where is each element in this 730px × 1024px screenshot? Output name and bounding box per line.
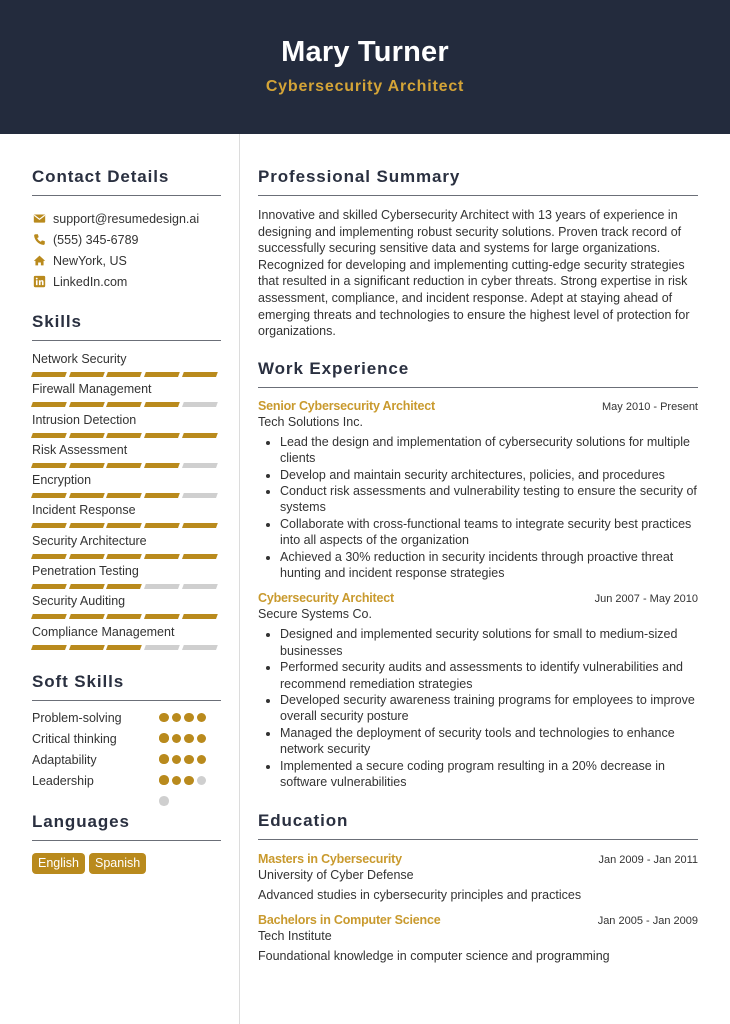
contact-email[interactable] — [32, 208, 221, 229]
skill-item — [32, 413, 221, 443]
rating-segment — [107, 584, 143, 589]
home-icon — [32, 254, 46, 268]
sidebar — [32, 134, 221, 874]
rating-segment — [182, 433, 218, 438]
skill-rating-bar — [32, 433, 221, 438]
skill-item — [32, 382, 221, 412]
rating-segment — [144, 584, 180, 589]
summary-text: Innovative and skilled Cybersecurity Architect with 13 years of experience in designing and implementing robust security solutions. Proven track record of successfully securing sensitive data and systems for large organizations. Recognized for developing and implementing cutting-edge security strategies that resulted in a significant reduction in cyber threats. Strong expertise in risk assessment, compliance, and incident response. Adept at staying ahead of emerging threats and technologies to ensure the highest level of protection for organizations. — [258, 208, 690, 339]
contact-section — [32, 167, 221, 292]
job-title: Senior Cybersecurity Architect — [258, 398, 435, 413]
rating-segment — [31, 463, 67, 468]
rating-segment — [107, 433, 143, 438]
languages-section — [32, 812, 221, 874]
skill-label: Risk Assessment — [32, 442, 128, 457]
candidate-title: Cybersecurity Architect — [265, 78, 465, 95]
rating-dot — [184, 776, 194, 786]
soft-skill-label: Problem-solving — [32, 710, 122, 725]
phone-icon — [32, 233, 46, 247]
skill-item — [32, 352, 221, 382]
rating-segment — [144, 493, 180, 498]
skill-rating-bar — [32, 645, 221, 650]
skill-rating-bar — [32, 554, 221, 559]
rating-segment — [31, 614, 67, 619]
job-company: Secure Systems Co. — [258, 607, 372, 622]
rating-dot — [159, 734, 169, 744]
skill-rating-bar — [32, 614, 221, 619]
rating-segment — [107, 402, 143, 407]
skill-rating-bar — [32, 523, 221, 528]
rating-segment — [69, 402, 105, 407]
rating-segment — [182, 402, 218, 407]
skill-item — [32, 443, 221, 473]
soft-skill-label: Adaptability — [32, 752, 97, 767]
job-bullet: • Managed the deployment of security tools and technologies to enhance network security — [280, 725, 698, 758]
languages-heading: Languages — [32, 812, 221, 841]
education-dates: Jan 2009 - Jan 2011 — [598, 854, 698, 867]
rating-dot — [197, 755, 207, 765]
rating-segment — [31, 584, 67, 589]
soft-skill-item — [32, 774, 221, 795]
skill-label: Security Auditing — [32, 594, 126, 609]
rating-segment — [182, 372, 218, 377]
rating-segment — [69, 433, 105, 438]
soft-skill-label: Critical thinking — [32, 731, 117, 746]
column-divider — [239, 134, 240, 1024]
rating-dot — [197, 734, 207, 744]
rating-dot — [184, 713, 194, 723]
job-bullet: • Collaborate with cross-functional teams to integrate security best practices into all aspects of the organization — [280, 516, 698, 549]
rating-dot — [184, 755, 194, 765]
resume-header — [0, 0, 730, 134]
education-entry — [258, 852, 698, 902]
rating-dot — [197, 776, 207, 786]
soft-skills-list — [32, 711, 221, 795]
degree-title: Masters in Cybersecurity — [258, 852, 402, 867]
job-bullet: • Implemented a secure coding program resulting in a 20% decrease in software vulnerabilities — [280, 758, 698, 791]
skill-label: Intrusion Detection — [32, 412, 137, 427]
job-entry — [258, 399, 698, 582]
language-tag: English — [32, 853, 85, 874]
soft-skill-item — [32, 753, 221, 774]
rating-segment — [107, 372, 143, 377]
rating-dot — [172, 713, 182, 723]
job-bullets — [258, 434, 698, 582]
rating-segment — [144, 554, 180, 559]
summary-heading: Professional Summary — [258, 167, 698, 196]
rating-segment — [107, 614, 143, 619]
rating-segment — [107, 645, 143, 650]
rating-segment — [69, 463, 105, 468]
skill-label: Encryption — [32, 473, 92, 488]
job-bullet: • Designed and implemented security solutions for small to medium-sized businesses — [280, 626, 698, 659]
experience-section — [258, 359, 698, 791]
soft-skill-item — [32, 711, 221, 732]
rating-dot — [172, 776, 182, 786]
school-name: University of Cyber Defense — [258, 868, 414, 883]
skills-section — [32, 312, 221, 655]
rating-segment — [144, 372, 180, 377]
rating-segment — [31, 554, 67, 559]
rating-dot — [172, 755, 182, 765]
soft-skill-label: Leadership — [32, 773, 94, 788]
rating-segment — [144, 614, 180, 619]
rating-dot — [159, 755, 169, 765]
job-bullets — [258, 626, 698, 790]
rating-segment — [69, 584, 105, 589]
school-name: Tech Institute — [258, 929, 332, 944]
language-tag: Spanish — [89, 853, 146, 874]
contact-location — [32, 250, 221, 271]
skill-item — [32, 534, 221, 564]
contact-phone-text: (555) 345-6789 — [53, 232, 139, 247]
job-title: Cybersecurity Architect — [258, 591, 394, 606]
skill-item — [32, 503, 221, 533]
rating-dot — [184, 734, 194, 744]
skill-label: Compliance Management — [32, 624, 175, 639]
rating-segment — [69, 523, 105, 528]
candidate-name: Mary Turner — [281, 36, 449, 68]
rating-segment — [69, 493, 105, 498]
job-dates: May 2010 - Present — [602, 400, 698, 413]
rating-dot — [159, 796, 169, 806]
rating-segment — [69, 614, 105, 619]
rating-dot — [172, 734, 182, 744]
rating-segment — [69, 554, 105, 559]
contact-list — [32, 208, 221, 292]
rating-segment — [107, 493, 143, 498]
rating-segment — [182, 554, 218, 559]
rating-segment — [69, 645, 105, 650]
job-bullet: • Achieved a 30% reduction in security incidents through proactive threat hunting and incident response strategies — [280, 549, 698, 582]
rating-segment — [31, 372, 67, 377]
rating-segment — [182, 584, 218, 589]
skill-rating-bar — [32, 493, 221, 498]
skill-item — [32, 473, 221, 503]
rating-segment — [31, 493, 67, 498]
experience-heading: Work Experience — [258, 359, 698, 388]
rating-segment — [107, 523, 143, 528]
skills-list — [32, 352, 221, 655]
job-bullet: • Lead the design and implementation of cybersecurity solutions for multiple clients — [280, 434, 698, 467]
languages-list — [32, 853, 221, 874]
skill-label: Penetration Testing — [32, 564, 139, 579]
rating-segment — [69, 372, 105, 377]
skill-label: Security Architecture — [32, 533, 147, 548]
rating-segment — [31, 433, 67, 438]
skill-rating-bar — [32, 372, 221, 377]
rating-dot — [159, 713, 169, 723]
education-description: Advanced studies in cybersecurity principles and practices — [258, 888, 582, 903]
skill-item — [32, 594, 221, 624]
job-entry — [258, 591, 698, 790]
skill-item — [32, 625, 221, 655]
contact-linkedin-text: LinkedIn.com — [53, 274, 128, 289]
rating-segment — [107, 463, 143, 468]
summary-section — [258, 167, 698, 340]
education-dates: Jan 2005 - Jan 2009 — [597, 915, 698, 928]
soft-skill-item — [32, 732, 221, 753]
skills-heading: Skills — [32, 312, 221, 341]
skill-label: Firewall Management — [32, 382, 152, 397]
contact-linkedin[interactable] — [32, 271, 221, 292]
job-dates: Jun 2007 - May 2010 — [594, 593, 698, 606]
rating-segment — [182, 523, 218, 528]
rating-segment — [31, 645, 67, 650]
linkedin-icon — [32, 275, 46, 289]
skill-item — [32, 564, 221, 594]
rating-segment — [144, 433, 180, 438]
education-section — [258, 811, 698, 963]
rating-dot — [197, 713, 207, 723]
job-company: Tech Solutions Inc. — [258, 414, 363, 429]
rating-segment — [182, 493, 218, 498]
rating-segment — [182, 645, 218, 650]
rating-segment — [144, 402, 180, 407]
rating-segment — [182, 463, 218, 468]
job-bullet: • Performed security audits and assessments to identify vulnerabilities and recommend remediation strategies — [280, 659, 698, 692]
rating-segment — [144, 523, 180, 528]
education-heading: Education — [258, 811, 698, 840]
rating-segment — [144, 463, 180, 468]
degree-title: Bachelors in Computer Science — [258, 913, 441, 928]
skill-rating-bar — [32, 584, 221, 589]
soft-skills-heading: Soft Skills — [32, 672, 221, 701]
skill-label: Network Security — [32, 352, 127, 366]
rating-segment — [31, 523, 67, 528]
job-bullet: • Conduct risk assessments and vulnerability testing to ensure the security of systems — [280, 483, 698, 516]
education-description: Foundational knowledge in computer science and programming — [258, 949, 610, 964]
contact-phone[interactable] — [32, 229, 221, 250]
skill-rating-bar — [32, 463, 221, 468]
education-entry — [258, 913, 698, 963]
rating-dot — [159, 776, 169, 786]
rating-segment — [144, 645, 180, 650]
contact-email-text: support@resumedesign.ai — [53, 211, 200, 226]
job-bullet: • Develop and maintain security architectures, policies, and procedures — [280, 467, 698, 483]
envelope-icon — [32, 212, 46, 226]
soft-skills-section — [32, 672, 221, 795]
rating-segment — [31, 402, 67, 407]
skill-label: Incident Response — [32, 503, 136, 518]
soft-skill-rating-dots — [159, 776, 209, 817]
rating-segment — [182, 614, 218, 619]
rating-segment — [107, 554, 143, 559]
contact-heading: Contact Details — [32, 167, 221, 196]
main-content — [258, 134, 698, 963]
job-bullet: • Developed security awareness training programs for employees to improve overall security posture — [280, 692, 698, 725]
skill-rating-bar — [32, 402, 221, 407]
contact-location-text: NewYork, US — [53, 253, 127, 268]
